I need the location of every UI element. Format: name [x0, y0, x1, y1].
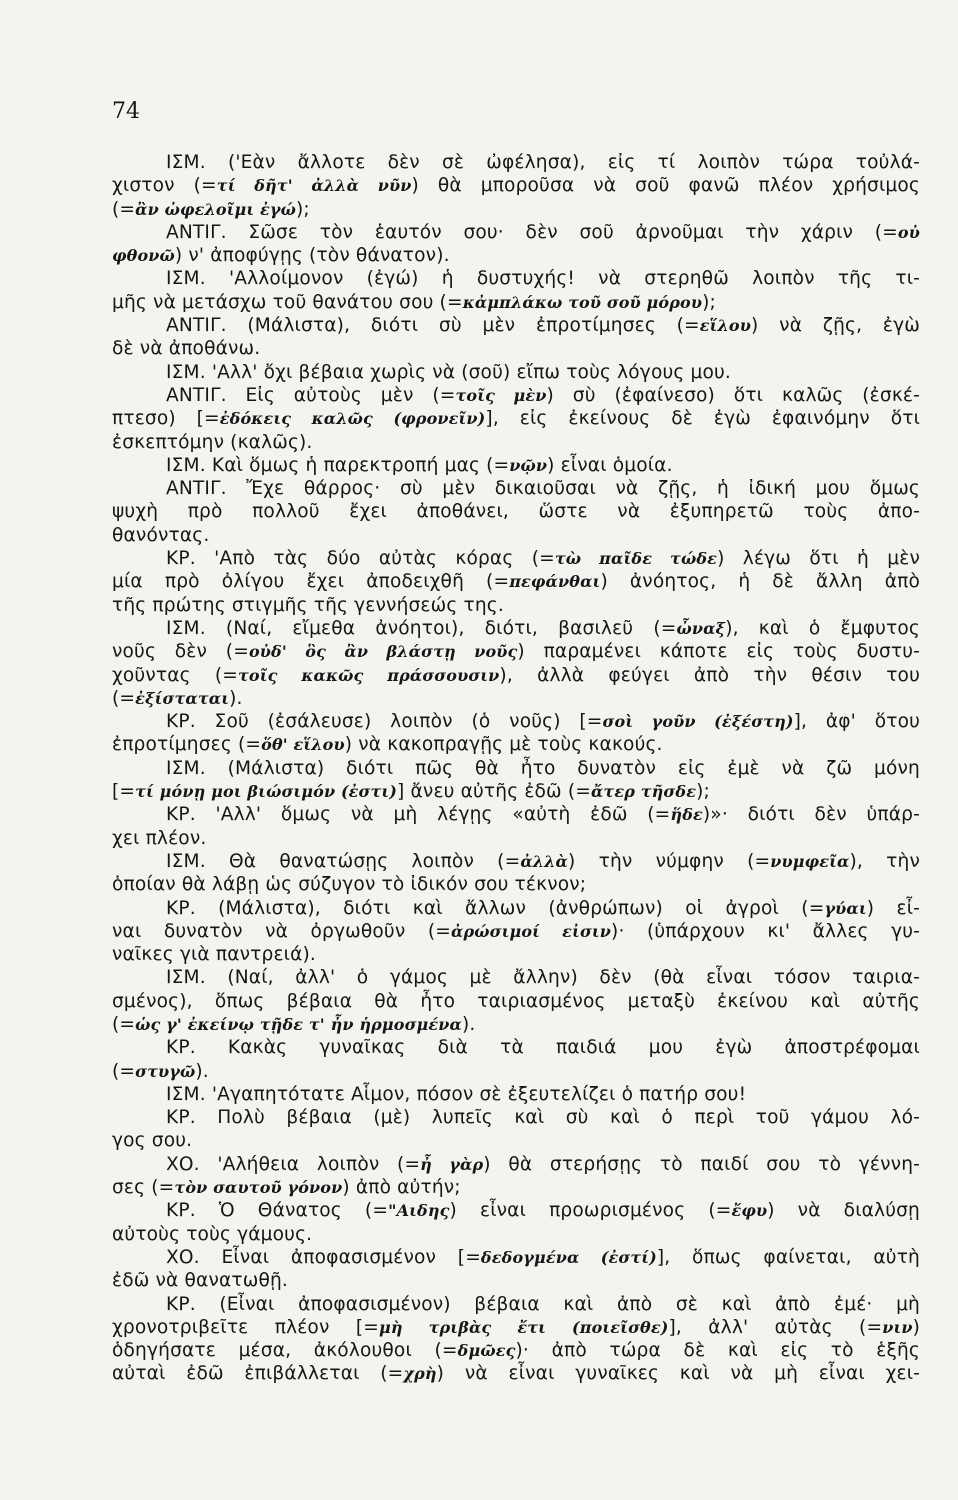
text-span: χρονοτριβεῖτε πλέον [=: [112, 1316, 379, 1338]
ancient-greek-gloss: νῷν: [509, 455, 548, 475]
text-line: [112, 174, 920, 197]
ancient-greek-gloss: τί δῆτ' ἀλλὰ νῦν: [216, 176, 412, 196]
text-line: [112, 1223, 920, 1246]
text-span: ).: [195, 1060, 209, 1082]
text-span: ΙΣΜ. (Ναί, ἀλλ' ὁ γάμος μὲ ἄλλην) δὲν (θὰ εἶναι τόσον ταιρια-: [166, 967, 920, 989]
ancient-greek-gloss: στυγῶ: [135, 1061, 196, 1081]
ancient-greek-gloss: ἐξίσταται: [135, 688, 230, 708]
text-span: ΑΝΤΙΓ. Ἔχε θάρρος· σὺ μὲν δικαιοῦσαι νὰ ζῇς, ἡ ἰδική μου ὅμως: [166, 478, 920, 500]
text-line: [112, 337, 920, 360]
text-span: );: [696, 781, 710, 803]
ancient-greek-gloss: τοῖς κακῶς πράσσουσιν: [238, 665, 500, 685]
text-span: ΙΣΜ. 'Αλλοίμονον (ἐγώ) ἡ δυστυχής! νὰ στερηθῶ λοιπὸν τῆς τι-: [166, 268, 920, 290]
text-span: ψυχὴ πρὸ πολλοῦ ἔχει ἀποθάνει, ὥστε νὰ ἐξυπηρετῶ τοὺς ἀπο-: [112, 501, 920, 523]
ancient-greek-gloss: εἵλου: [699, 316, 751, 336]
text-line: [112, 1083, 920, 1106]
text-span: ΙΣΜ. 'Αγαπητότατε Αἷμον, πόσον σὲ ἐξευτελίζει ὁ πατήρ σου!: [166, 1083, 747, 1105]
ancient-greek-gloss: ἀλλὰ: [520, 851, 568, 871]
text-span: μῆς νὰ μετάσχω τοῦ θανάτου σου (=: [112, 291, 463, 313]
page-number: 74: [112, 99, 140, 124]
text-line: [112, 687, 920, 710]
ancient-greek-gloss: δεδογμένα (ἐστί): [480, 1247, 657, 1267]
text-line: [112, 407, 920, 430]
text-span: ) νὰ ζῇς, ἐγὼ: [751, 315, 920, 337]
text-span: [=: [112, 781, 136, 803]
text-span: ΙΣΜ. Θὰ θανατώσῃς λοιπὸν (=: [166, 850, 521, 872]
text-line: [112, 1106, 920, 1129]
text-line: [112, 291, 920, 314]
text-line: [112, 1176, 920, 1199]
text-span: ).: [461, 1013, 476, 1035]
ancient-greek-gloss: πεφάνθαι: [509, 572, 601, 592]
text-span: (=: [112, 1013, 136, 1035]
ancient-greek-gloss: γύαι: [824, 898, 867, 918]
text-line: [112, 1362, 920, 1385]
text-line: [112, 361, 920, 384]
text-span: ἐπροτίμησες (=: [112, 734, 262, 756]
ancient-greek-gloss: τὼ παῖδε τώδε: [554, 549, 718, 569]
text-span: ), καὶ ὁ ἔμφυτος: [725, 617, 920, 639]
text-span: ΚΡ. Κακὰς γυναῖκας διὰ τὰ παιδιά μου ἐγὼ ἀποστρέφομαι: [166, 1037, 920, 1059]
text-span: ΚΡ. Ὁ Θάνατος (=: [166, 1200, 389, 1222]
text-line: [112, 710, 920, 733]
text-span: ) τὴν νύμφην (=: [568, 850, 771, 872]
text-line: [112, 1246, 920, 1269]
text-span: πτεσο) [=: [112, 408, 220, 430]
text-span: τῆς πρώτης στιγμῆς τῆς γεννήσεώς της.: [112, 594, 504, 616]
ancient-greek-gloss: ἐδόκεις καλῶς (φρονεῖν): [219, 409, 486, 429]
text-span: ΧΟ. Εἶναι ἀποφασισμένον [=: [166, 1246, 481, 1268]
text-line: [112, 500, 920, 523]
text-span: ) νὰ κακοπραγῇς μὲ τοὺς κακούς.: [344, 734, 663, 756]
ancient-greek-gloss: μὴ τριβὰς ἔτι (ποιεῖσθε): [378, 1317, 669, 1337]
ancient-greek-gloss: οὐ: [897, 222, 920, 242]
text-line: [112, 221, 920, 244]
text-span: (=: [112, 198, 136, 220]
text-line: [112, 1013, 920, 1036]
text-line: [112, 827, 920, 850]
ancient-greek-gloss: "Αιδης: [388, 1201, 450, 1221]
text-span: ] ἄνευ αὐτῆς ἐδῶ (=: [397, 781, 591, 803]
ancient-greek-gloss: ἂν ὠφελοῖμι ἐγώ: [135, 199, 296, 219]
text-span: (=: [112, 687, 136, 709]
ancient-greek-gloss: ἔφυ: [731, 1201, 768, 1221]
text-span: ], ὅπως φαίνεται, αὐτὴ: [656, 1246, 920, 1268]
text-span: ) νὰ εἶναι γυναῖκες καὶ νὰ μὴ εἶναι χει-: [436, 1363, 920, 1385]
text-span: χοῦντας (=: [112, 664, 238, 686]
text-span: γος σου.: [112, 1130, 193, 1152]
text-span: );: [296, 198, 310, 220]
text-span: ΚΡ. 'Αλλ' ὅμως νὰ μὴ λέγῃς «αὐτὴ ἐδῶ (=: [166, 804, 671, 826]
text-line: [112, 594, 920, 617]
text-span: αὐταὶ ἐδῶ ἐπιβάλλεται (=: [112, 1363, 404, 1385]
text-span: σμένος), ὅπως βέβαια θὰ ἦτο ταιριασμένος μεταξὺ ἐκείνου καὶ αὐτῆς: [112, 990, 920, 1012]
ancient-greek-gloss: ὡς γ' ἐκείνῳ τῇδε τ' ἦν ἡρμοσμένα: [135, 1014, 462, 1034]
text-span: ).: [229, 687, 243, 709]
ancient-greek-gloss: οὐδ' ὃς ἂν βλάστῃ νοῦς: [248, 642, 518, 662]
text-line: [112, 1269, 920, 1292]
text-line: [112, 850, 920, 873]
text-line: [112, 524, 920, 547]
ancient-greek-gloss: ὦναξ: [676, 618, 726, 638]
ancient-greek-gloss: ἦ γὰρ: [420, 1154, 484, 1174]
text-span: μία πρὸ ὀλίγου ἔχει ἀποδειχθῆ (=: [112, 571, 510, 593]
text-span: ΚΡ. (Μάλιστα), διότι καὶ ἄλλων (ἀνθρώπων) οἱ ἀγροὶ (=: [166, 897, 825, 919]
text-span: )· (ὑπάρχουν κι' ἄλλες γυ-: [611, 920, 920, 942]
ancient-greek-gloss: τοῖς μὲν: [455, 385, 547, 405]
text-line: [112, 803, 920, 826]
text-line: [112, 617, 920, 640]
text-span: δὲ νὰ ἀποθάνω.: [112, 338, 261, 360]
text-line: [112, 990, 920, 1013]
text-line: [112, 151, 920, 174]
text-span: ΚΡ. (Εἶναι ἀποφασισμένον) βέβαια καὶ ἀπὸ σὲ καὶ ἀπὸ ἐμέ· μὴ: [166, 1293, 920, 1315]
text-span: ἐδῶ νὰ θανατωθῇ.: [112, 1270, 288, 1292]
text-line: [112, 384, 920, 407]
text-line: [112, 1153, 920, 1176]
text-span: ΧΟ. 'Αλήθεια λοιπὸν (=: [166, 1153, 421, 1175]
text-line: [112, 943, 920, 966]
text-span: ): [912, 1316, 920, 1338]
text-line: [112, 431, 920, 454]
text-span: (=: [112, 1060, 136, 1082]
ancient-greek-gloss: νυμφεῖα: [770, 851, 850, 871]
text-line: [112, 920, 920, 943]
text-span: ΙΣΜ. ('Εὰν ἄλλοτε δὲν σὲ ὠφέλησα), εἰς τί λοιπὸν τώρα τοὐλά-: [166, 152, 920, 173]
ancient-greek-gloss: χρὴ: [403, 1364, 437, 1384]
text-line: [112, 1199, 920, 1222]
text-span: ἐσκεπτόμην (καλῶς).: [112, 431, 313, 453]
text-span: ΙΣΜ. (Ναί, εἴμεθα ἀνόητοι), διότι, βασιλεῦ (=: [166, 617, 677, 639]
text-span: χιστον (=: [112, 175, 217, 197]
text-line: [112, 640, 920, 663]
text-line: [112, 244, 920, 267]
text-span: ΙΣΜ. Καὶ ὅμως ἡ παρεκτροπή μας (=: [166, 454, 510, 476]
text-span: ναι δυνατὸν νὰ ὀργωθοῦν (=: [112, 920, 451, 942]
text-span: αὐτοὺς τοὺς γάμους.: [112, 1223, 313, 1245]
ancient-greek-gloss: νιν: [882, 1317, 913, 1337]
ancient-greek-gloss: τί μόνῃ μοι βιώσιμόν (ἐστι): [135, 782, 398, 802]
ancient-greek-gloss: φθονῶ: [112, 246, 175, 266]
text-line: [112, 1036, 920, 1059]
text-span: ΚΡ. 'Απὸ τὰς δύο αὐτὰς κόρας (=: [166, 548, 555, 570]
text-span: ], ἀλλ' αὐτὰς (=: [668, 1316, 883, 1338]
text-line: [112, 267, 920, 290]
text-span: ὁποίαν θὰ λάβῃ ὡς σύζυγον τὸ ἰδικόν σου τέκνον;: [112, 874, 587, 896]
text-line: [112, 314, 920, 337]
text-span: νοῦς δὲν (=: [112, 641, 249, 663]
text-span: ), ἀλλὰ φεύγει ἀπὸ τὴν θέσιν του: [499, 664, 920, 686]
text-line: [112, 664, 920, 687]
text-line: [112, 966, 920, 989]
text-line: [112, 547, 920, 570]
text-span: ) ν' ἀποφύγῃς (τὸν θάνατον).: [174, 245, 450, 267]
text-line: [112, 1316, 920, 1339]
ancient-greek-gloss: τὸν σαυτοῦ γόνον: [174, 1178, 343, 1198]
text-span: ) ἀνόητος, ἡ δὲ ἄλλη ἀπὸ: [600, 571, 920, 593]
text-span: ) εἶναι προωρισμένος (=: [449, 1200, 732, 1222]
text-span: ) θὰ μποροῦσα νὰ σοῦ φανῶ πλέον χρήσιμος: [411, 175, 920, 197]
text-span: ὁδηγήσατε μέσα, ἀκόλουθοι (=: [112, 1340, 458, 1362]
text-line: [112, 477, 920, 500]
text-span: ) λέγω ὅτι ἡ μὲν: [717, 548, 920, 570]
text-span: ) ἀπὸ αὐτήν;: [342, 1177, 461, 1199]
text-span: χει πλέον.: [112, 827, 207, 849]
text-line: [112, 733, 920, 756]
text-span: θανόντας.: [112, 524, 210, 546]
text-line: [112, 780, 920, 803]
text-span: );: [702, 291, 716, 313]
text-span: ], ἀφ' ὅτου: [793, 711, 920, 733]
ancient-greek-gloss: ὅθ' εἵλου: [261, 735, 345, 755]
text-span: ), τὴν: [849, 850, 920, 872]
text-span: ) νὰ διαλύσῃ: [767, 1200, 920, 1222]
text-span: )»· διότι δὲν ὑπάρ-: [702, 804, 920, 826]
ancient-greek-gloss: ἥδε: [670, 805, 703, 825]
text-span: ΚΡ. Σοῦ (ἐσάλευσε) λοιπὸν (ὁ νοῦς) [=: [166, 711, 603, 733]
text-span: ΑΝΤΙΓ. (Μάλιστα), διότι σὺ μὲν ἐπροτίμησες (=: [166, 315, 700, 337]
text-line: [112, 1293, 920, 1316]
text-span: ΑΝΤΙΓ. Σῶσε τὸν ἑαυτόν σου· δὲν σοῦ ἀρνοῦμαι τὴν χάριν (=: [166, 221, 898, 243]
text-span: ΙΣΜ. (Μάλιστα) διότι πῶς θὰ ἦτο δυνατὸν εἰς ἐμὲ νὰ ζῶ μόνη: [166, 757, 920, 779]
text-span: ναῖκες γιὰ παντρειά).: [112, 944, 316, 966]
text-line: [112, 757, 920, 780]
text-line: [112, 873, 920, 896]
text-span: ) εἶ-: [866, 897, 920, 919]
ancient-greek-gloss: κἀμπλάκω τοῦ σοῦ μόρου: [462, 292, 703, 312]
text-line: [112, 897, 920, 920]
text-span: σες (=: [112, 1177, 175, 1199]
text-line: [112, 570, 920, 593]
ancient-greek-gloss: σοὶ γοῦν (ἐξέστη): [602, 712, 794, 732]
text-span: ΙΣΜ. 'Αλλ' ὄχι βέβαια χωρὶς νὰ (σοῦ) εἴπω τοὺς λόγους μου.: [166, 361, 731, 383]
ancient-greek-gloss: δμῶες: [457, 1341, 516, 1361]
dialogue-text: [112, 151, 920, 1386]
text-line: [112, 1129, 920, 1152]
text-span: )· ἀπὸ τώρα δὲ καὶ εἰς τὸ ἑξῆς: [515, 1340, 920, 1362]
text-span: ΑΝΤΙΓ. Εἰς αὐτοὺς μὲν (=: [166, 384, 456, 406]
text-span: ) θὰ στερήσῃς τὸ παιδί σου τὸ γέννη-: [483, 1153, 920, 1175]
text-line: [112, 1060, 920, 1083]
text-span: ) παραμένει κάποτε εἰς τοὺς δυστυ-: [517, 641, 920, 663]
text-line: [112, 454, 920, 477]
ancient-greek-gloss: ἄτερ τῆσδε: [590, 782, 697, 802]
text-span: ) εἶναι ὁμοία.: [547, 454, 673, 476]
text-span: ) σὺ (ἐφαίνεσο) ὅτι καλῶς (ἐσκέ-: [546, 384, 920, 406]
text-line: [112, 1339, 920, 1362]
ancient-greek-gloss: ἀρώσιμοί εἰσιν: [451, 921, 612, 941]
text-span: ], εἰς ἐκείνους δὲ ἐγὼ ἐφαινόμην ὅτι: [485, 408, 921, 430]
text-span: ΚΡ. Πολὺ βέβαια (μὲ) λυπεῖς καὶ σὺ καὶ ὁ περὶ τοῦ γάμου λό-: [166, 1107, 920, 1129]
text-line: [112, 198, 920, 221]
